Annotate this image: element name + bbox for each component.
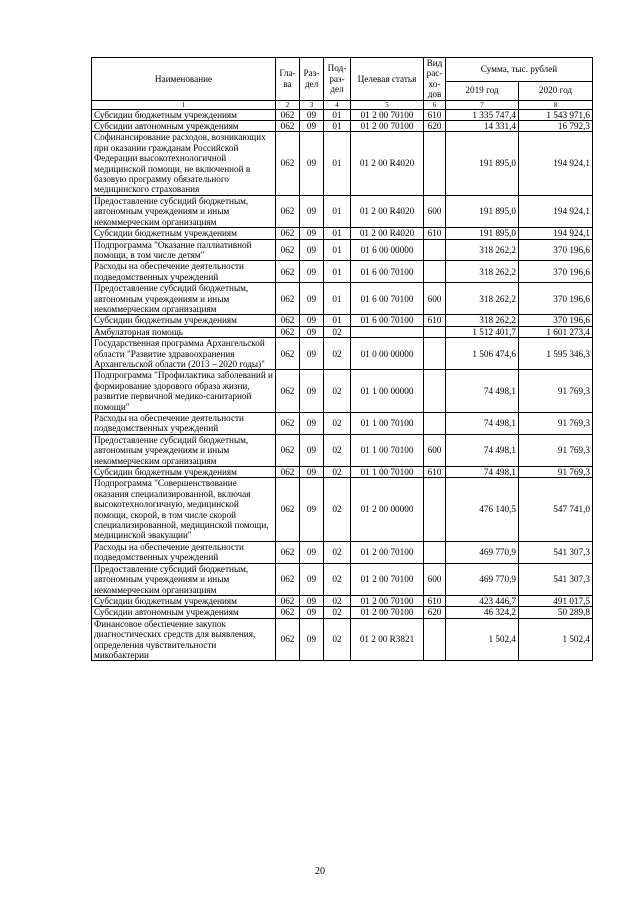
row-amount-2020: 91 769,3 bbox=[519, 467, 593, 478]
row-glava: 062 bbox=[276, 434, 300, 466]
row-amount-2019: 469 770,9 bbox=[446, 563, 519, 595]
table-row bbox=[92, 595, 593, 606]
row-glava: 062 bbox=[276, 261, 300, 283]
row-statya: 01 2 00 70100 bbox=[351, 109, 424, 120]
row-razdel: 09 bbox=[300, 338, 324, 370]
row-razdel: 09 bbox=[300, 541, 324, 563]
row-razdel: 09 bbox=[300, 261, 324, 283]
row-name: Предоставление субсидий бюджетным, автономным учреждениям и иным некоммерческим организациям bbox=[92, 434, 276, 466]
row-glava: 062 bbox=[276, 607, 300, 618]
row-podrazdel: 01 bbox=[324, 195, 351, 227]
table-row bbox=[92, 370, 593, 413]
row-amount-2020: 491 017,5 bbox=[519, 595, 593, 606]
table-row bbox=[92, 132, 593, 195]
header-vid: Вид рас-хо-дов bbox=[424, 58, 446, 101]
row-name: Подпрограмма "Оказание паллиативной помощи, в том числе детям" bbox=[92, 239, 276, 261]
row-glava: 062 bbox=[276, 283, 300, 315]
column-number: 7 bbox=[446, 100, 519, 109]
row-statya: 01 6 00 70100 bbox=[351, 261, 424, 283]
row-amount-2019: 469 770,9 bbox=[446, 541, 519, 563]
row-name: Субсидии бюджетным учреждениям bbox=[92, 109, 276, 120]
row-statya: 01 2 00 R4020 bbox=[351, 195, 424, 227]
row-vid: 610 bbox=[424, 467, 446, 478]
row-glava: 062 bbox=[276, 563, 300, 595]
row-razdel: 09 bbox=[300, 607, 324, 618]
table-row bbox=[92, 434, 593, 466]
row-glava: 062 bbox=[276, 121, 300, 132]
table-row bbox=[92, 121, 593, 132]
row-glava: 062 bbox=[276, 132, 300, 195]
row-name: Субсидии бюджетным учреждениям bbox=[92, 467, 276, 478]
row-amount-2020: 194 924,1 bbox=[519, 195, 593, 227]
table-row bbox=[92, 239, 593, 261]
row-amount-2020: 1 595 346,3 bbox=[519, 338, 593, 370]
row-razdel: 09 bbox=[300, 563, 324, 595]
row-amount-2019: 14 331,4 bbox=[446, 121, 519, 132]
budget-table bbox=[91, 57, 593, 661]
row-podrazdel: 02 bbox=[324, 338, 351, 370]
row-razdel: 09 bbox=[300, 239, 324, 261]
row-amount-2019: 1 512 401,7 bbox=[446, 326, 519, 337]
row-name: Предоставление субсидий бюджетным, автономным учреждениям и иным некоммерческим организациям bbox=[92, 563, 276, 595]
row-amount-2020: 370 196,6 bbox=[519, 315, 593, 326]
row-podrazdel: 01 bbox=[324, 239, 351, 261]
row-amount-2019: 318 262,2 bbox=[446, 315, 519, 326]
row-vid: 600 bbox=[424, 283, 446, 315]
row-glava: 062 bbox=[276, 109, 300, 120]
row-amount-2019: 46 324,2 bbox=[446, 607, 519, 618]
row-razdel: 09 bbox=[300, 370, 324, 413]
header-year-2019: 2019 год bbox=[446, 81, 519, 100]
table-row bbox=[92, 338, 593, 370]
row-vid bbox=[424, 132, 446, 195]
row-glava: 062 bbox=[276, 541, 300, 563]
row-amount-2020: 370 196,6 bbox=[519, 283, 593, 315]
row-podrazdel: 01 bbox=[324, 109, 351, 120]
column-number: 6 bbox=[424, 100, 446, 109]
row-podrazdel: 01 bbox=[324, 283, 351, 315]
header-razdel: Раз-дел bbox=[300, 58, 324, 101]
row-name: Субсидии бюджетным учреждениям bbox=[92, 595, 276, 606]
row-amount-2019: 191 895,0 bbox=[446, 228, 519, 239]
row-name: Субсидии бюджетным учреждениям bbox=[92, 228, 276, 239]
row-vid: 600 bbox=[424, 563, 446, 595]
row-name: Государственная программа Архангельской области "Развитие здравоохранения Архангельской области (2013 – 2020 годы)" bbox=[92, 338, 276, 370]
row-statya: 01 1 00 70100 bbox=[351, 467, 424, 478]
row-glava: 062 bbox=[276, 413, 300, 435]
row-podrazdel: 02 bbox=[324, 618, 351, 661]
row-statya: 01 2 00 R3821 bbox=[351, 618, 424, 661]
row-statya: 01 2 00 70100 bbox=[351, 563, 424, 595]
row-razdel: 09 bbox=[300, 478, 324, 541]
table-row bbox=[92, 467, 593, 478]
table-row bbox=[92, 413, 593, 435]
row-podrazdel: 02 bbox=[324, 595, 351, 606]
row-vid: 610 bbox=[424, 228, 446, 239]
row-razdel: 09 bbox=[300, 109, 324, 120]
table-row bbox=[92, 195, 593, 227]
row-statya: 01 2 00 R4020 bbox=[351, 132, 424, 195]
column-number: 3 bbox=[300, 100, 324, 109]
row-name: Расходы на обеспечение деятельности подведомственных учреждений bbox=[92, 413, 276, 435]
row-amount-2019: 1 335 747,4 bbox=[446, 109, 519, 120]
header-summa: Сумма, тыс. рублей bbox=[446, 58, 593, 82]
table-row bbox=[92, 563, 593, 595]
row-razdel: 09 bbox=[300, 467, 324, 478]
table-row bbox=[92, 228, 593, 239]
row-podrazdel: 01 bbox=[324, 228, 351, 239]
row-vid: 600 bbox=[424, 195, 446, 227]
row-podrazdel: 02 bbox=[324, 434, 351, 466]
row-vid bbox=[424, 338, 446, 370]
row-amount-2019: 423 446,7 bbox=[446, 595, 519, 606]
row-glava: 062 bbox=[276, 228, 300, 239]
header-glava: Гла-ва bbox=[276, 58, 300, 101]
row-statya: 01 2 00 70100 bbox=[351, 541, 424, 563]
row-razdel: 09 bbox=[300, 228, 324, 239]
row-glava: 062 bbox=[276, 478, 300, 541]
row-vid bbox=[424, 239, 446, 261]
row-statya: 01 6 00 70100 bbox=[351, 283, 424, 315]
row-glava: 062 bbox=[276, 315, 300, 326]
row-amount-2019: 191 895,0 bbox=[446, 195, 519, 227]
row-vid bbox=[424, 261, 446, 283]
row-name: Расходы на обеспечение деятельности подведомственных учреждений bbox=[92, 261, 276, 283]
header-statya: Целевая статья bbox=[351, 58, 424, 101]
table-header-row bbox=[92, 58, 593, 82]
row-podrazdel: 01 bbox=[324, 132, 351, 195]
table-row bbox=[92, 261, 593, 283]
row-statya: 01 2 00 70100 bbox=[351, 607, 424, 618]
row-name: Подпрограмма "Профилактика заболеваний и формирование здорового образа жизни, развитие первичной медико-санитарной помощи" bbox=[92, 370, 276, 413]
column-number: 5 bbox=[351, 100, 424, 109]
row-amount-2020: 1 543 971,6 bbox=[519, 109, 593, 120]
row-razdel: 09 bbox=[300, 315, 324, 326]
row-vid: 600 bbox=[424, 434, 446, 466]
row-amount-2019: 476 140,5 bbox=[446, 478, 519, 541]
table-row bbox=[92, 109, 593, 120]
row-amount-2019: 318 262,2 bbox=[446, 239, 519, 261]
row-statya: 01 1 00 70100 bbox=[351, 434, 424, 466]
row-razdel: 09 bbox=[300, 283, 324, 315]
column-numbers-row bbox=[92, 100, 593, 109]
row-name: Амбулаторная помощь bbox=[92, 326, 276, 337]
table-row bbox=[92, 607, 593, 618]
row-vid: 620 bbox=[424, 607, 446, 618]
row-statya: 01 2 00 00000 bbox=[351, 478, 424, 541]
row-razdel: 09 bbox=[300, 618, 324, 661]
row-podrazdel: 01 bbox=[324, 121, 351, 132]
table-row bbox=[92, 618, 593, 661]
row-statya: 01 6 00 70100 bbox=[351, 315, 424, 326]
row-glava: 062 bbox=[276, 618, 300, 661]
row-razdel: 09 bbox=[300, 132, 324, 195]
row-vid: 610 bbox=[424, 109, 446, 120]
row-podrazdel: 02 bbox=[324, 563, 351, 595]
row-amount-2020: 194 924,1 bbox=[519, 228, 593, 239]
header-year-2020: 2020 год bbox=[519, 81, 593, 100]
row-podrazdel: 02 bbox=[324, 326, 351, 337]
row-vid: 610 bbox=[424, 315, 446, 326]
row-podrazdel: 02 bbox=[324, 607, 351, 618]
row-name: Расходы на обеспечение деятельности подведомственных учреждений bbox=[92, 541, 276, 563]
row-statya: 01 6 00 00000 bbox=[351, 239, 424, 261]
row-podrazdel: 01 bbox=[324, 315, 351, 326]
column-number: 8 bbox=[519, 100, 593, 109]
row-vid bbox=[424, 413, 446, 435]
table-row bbox=[92, 315, 593, 326]
row-statya: 01 1 00 00000 bbox=[351, 370, 424, 413]
row-name: Предоставление субсидий бюджетным, автономным учреждениям и иным некоммерческим организациям bbox=[92, 195, 276, 227]
row-vid bbox=[424, 326, 446, 337]
row-statya bbox=[351, 326, 424, 337]
row-podrazdel: 01 bbox=[324, 261, 351, 283]
row-amount-2019: 74 498,1 bbox=[446, 413, 519, 435]
row-amount-2020: 91 769,3 bbox=[519, 413, 593, 435]
row-glava: 062 bbox=[276, 338, 300, 370]
row-amount-2020: 370 196,6 bbox=[519, 239, 593, 261]
row-name: Подпрограмма "Совершенствование оказания специализированной, включая высокотехнологичную, медицинской помощи, скорой, в том числе скорой специализированной, медицинской помощи, медицинской эвакуации" bbox=[92, 478, 276, 541]
row-glava: 062 bbox=[276, 195, 300, 227]
row-razdel: 09 bbox=[300, 326, 324, 337]
row-vid: 620 bbox=[424, 121, 446, 132]
table-row bbox=[92, 541, 593, 563]
row-amount-2020: 547 741,0 bbox=[519, 478, 593, 541]
header-name: Наименование bbox=[92, 58, 276, 101]
row-podrazdel: 02 bbox=[324, 478, 351, 541]
table-row bbox=[92, 326, 593, 337]
row-glava: 062 bbox=[276, 370, 300, 413]
row-glava: 062 bbox=[276, 467, 300, 478]
header-podrazdel: Под-раз-дел bbox=[324, 58, 351, 101]
row-glava: 062 bbox=[276, 239, 300, 261]
row-vid bbox=[424, 370, 446, 413]
row-amount-2019: 74 498,1 bbox=[446, 370, 519, 413]
row-statya: 01 0 00 00000 bbox=[351, 338, 424, 370]
row-razdel: 09 bbox=[300, 434, 324, 466]
row-amount-2020: 194 924,1 bbox=[519, 132, 593, 195]
row-razdel: 09 bbox=[300, 595, 324, 606]
row-statya: 01 2 00 70100 bbox=[351, 595, 424, 606]
row-name: Субсидии бюджетным учреждениям bbox=[92, 315, 276, 326]
table-body bbox=[92, 109, 593, 661]
row-amount-2019: 191 895,0 bbox=[446, 132, 519, 195]
row-podrazdel: 02 bbox=[324, 541, 351, 563]
row-name: Предоставление субсидий бюджетным, автономным учреждениям и иным некоммерческим организациям bbox=[92, 283, 276, 315]
table-row bbox=[92, 478, 593, 541]
column-number: 2 bbox=[276, 100, 300, 109]
row-amount-2019: 1 506 474,6 bbox=[446, 338, 519, 370]
row-amount-2020: 1 601 273,4 bbox=[519, 326, 593, 337]
row-statya: 01 2 00 70100 bbox=[351, 121, 424, 132]
row-amount-2019: 74 498,1 bbox=[446, 434, 519, 466]
row-amount-2019: 318 262,2 bbox=[446, 283, 519, 315]
row-vid: 610 bbox=[424, 595, 446, 606]
row-amount-2019: 318 262,2 bbox=[446, 261, 519, 283]
row-vid bbox=[424, 541, 446, 563]
row-vid bbox=[424, 478, 446, 541]
row-amount-2020: 370 196,6 bbox=[519, 261, 593, 283]
row-amount-2020: 541 307,3 bbox=[519, 563, 593, 595]
row-statya: 01 2 00 R4020 bbox=[351, 228, 424, 239]
row-name: Субсидии автономным учреждениям bbox=[92, 121, 276, 132]
column-number: 4 bbox=[324, 100, 351, 109]
column-number: 1 bbox=[92, 100, 276, 109]
row-podrazdel: 02 bbox=[324, 413, 351, 435]
row-glava: 062 bbox=[276, 595, 300, 606]
row-razdel: 09 bbox=[300, 413, 324, 435]
row-amount-2020: 91 769,3 bbox=[519, 434, 593, 466]
row-name: Субсидии автономным учреждениям bbox=[92, 607, 276, 618]
row-amount-2019: 1 502,4 bbox=[446, 618, 519, 661]
row-vid bbox=[424, 618, 446, 661]
row-podrazdel: 02 bbox=[324, 467, 351, 478]
row-amount-2019: 74 498,1 bbox=[446, 467, 519, 478]
row-amount-2020: 16 792,3 bbox=[519, 121, 593, 132]
row-amount-2020: 91 769,3 bbox=[519, 370, 593, 413]
row-razdel: 09 bbox=[300, 121, 324, 132]
row-statya: 01 1 00 70100 bbox=[351, 413, 424, 435]
row-razdel: 09 bbox=[300, 195, 324, 227]
row-glava: 062 bbox=[276, 326, 300, 337]
row-podrazdel: 02 bbox=[324, 370, 351, 413]
row-amount-2020: 541 307,3 bbox=[519, 541, 593, 563]
row-amount-2020: 50 289,8 bbox=[519, 607, 593, 618]
table-row bbox=[92, 283, 593, 315]
page-number: 20 bbox=[315, 866, 325, 877]
row-name: Финансовое обеспечение закупок диагностических средств для выявления, определения чувствительности микобактерии bbox=[92, 618, 276, 661]
row-name: Софинансирование расходов, возникающих при оказании гражданам Российской Федерации высокотехнологичной медицинской помощи, не включенной в базовую программу обязательного медицинского страхования bbox=[92, 132, 276, 195]
row-amount-2020: 1 502,4 bbox=[519, 618, 593, 661]
